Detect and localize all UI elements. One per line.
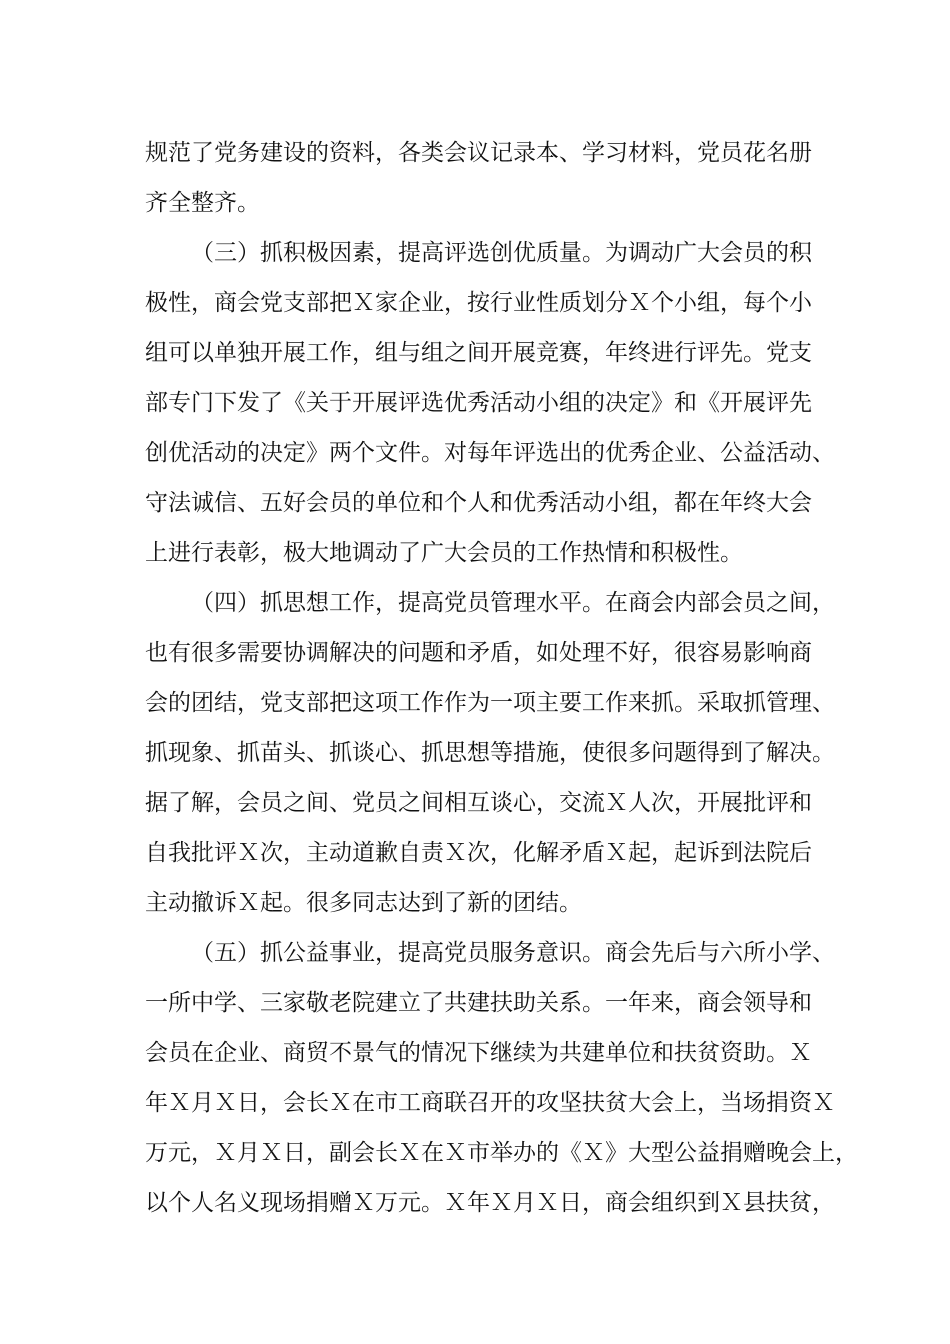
text-line: 部专门下发了《关于开展评选优秀活动小组的决定》和《开展评先	[145, 390, 812, 416]
text-line: 抓现象、抓苗头、抓谈心、抓思想等措施，使很多问题得到了解决。	[145, 740, 835, 766]
text-line: 组可以单独开展工作，组与组之间开展竞赛，年终进行评先。党支	[145, 340, 812, 366]
text-line: 上进行表彰，极大地调动了广大会员的工作热情和积极性。	[145, 540, 743, 566]
text-line: 也有很多需要协调解决的问题和矛盾，如处理不好，很容易影响商	[145, 640, 812, 666]
text-line: 会的团结，党支部把这项工作作为一项主要工作来抓。采取抓管理、	[145, 690, 835, 716]
text-line: 以个人名义现场捐赠Ｘ万元。Ｘ年Ｘ月Ｘ日，商会组织到Ｘ县扶贫，	[145, 1190, 835, 1216]
text-line: 会员在企业、商贸不景气的情况下继续为共建单位和扶贫资助。Ｘ	[145, 1040, 812, 1066]
text-line: 主动撤诉Ｘ起。很多同志达到了新的团结。	[145, 890, 582, 916]
paragraph	[145, 128, 810, 228]
text-line: 守法诚信、五好会员的单位和个人和优秀活动小组，都在年终大会	[145, 490, 812, 516]
paragraph	[145, 578, 835, 928]
text-line: 一所中学、三家敬老院建立了共建扶助关系。一年来，商会领导和	[145, 990, 812, 1016]
text-line: 年Ｘ月Ｘ日，会长Ｘ在市工商联召开的攻坚扶贫大会上，当场捐资Ｘ	[145, 1090, 835, 1116]
text-line: 规范了党务建设的资料，各类会议记录本、学习材料，党员花名册	[145, 140, 812, 166]
paragraph	[145, 228, 835, 578]
text-line: 据了解，会员之间、党员之间相互谈心，交流Ｘ人次，开展批评和	[145, 790, 812, 816]
document-body	[145, 128, 858, 1228]
text-line: （五）抓公益事业，提高党员服务意识。商会先后与六所小学、	[191, 940, 835, 966]
text-line: 齐全整齐。	[145, 190, 260, 216]
text-line: 创优活动的决定》两个文件。对每年评选出的优秀企业、公益活动、	[145, 440, 835, 466]
text-line: 万元，Ｘ月Ｘ日，副会长Ｘ在Ｘ市举办的《Ｘ》大型公益捐赠晚会上，	[145, 1140, 858, 1166]
text-line: （三）抓积极因素，提高评选创优质量。为调动广大会员的积	[191, 240, 812, 266]
text-line: 自我批评Ｘ次，主动道歉自责Ｘ次，化解矛盾Ｘ起，起诉到法院后	[145, 840, 812, 866]
text-line: 极性，商会党支部把Ｘ家企业，按行业性质划分Ｘ个小组，每个小	[145, 290, 812, 316]
text-line: （四）抓思想工作，提高党员管理水平。在商会内部会员之间，	[191, 590, 835, 616]
paragraph	[145, 928, 858, 1228]
